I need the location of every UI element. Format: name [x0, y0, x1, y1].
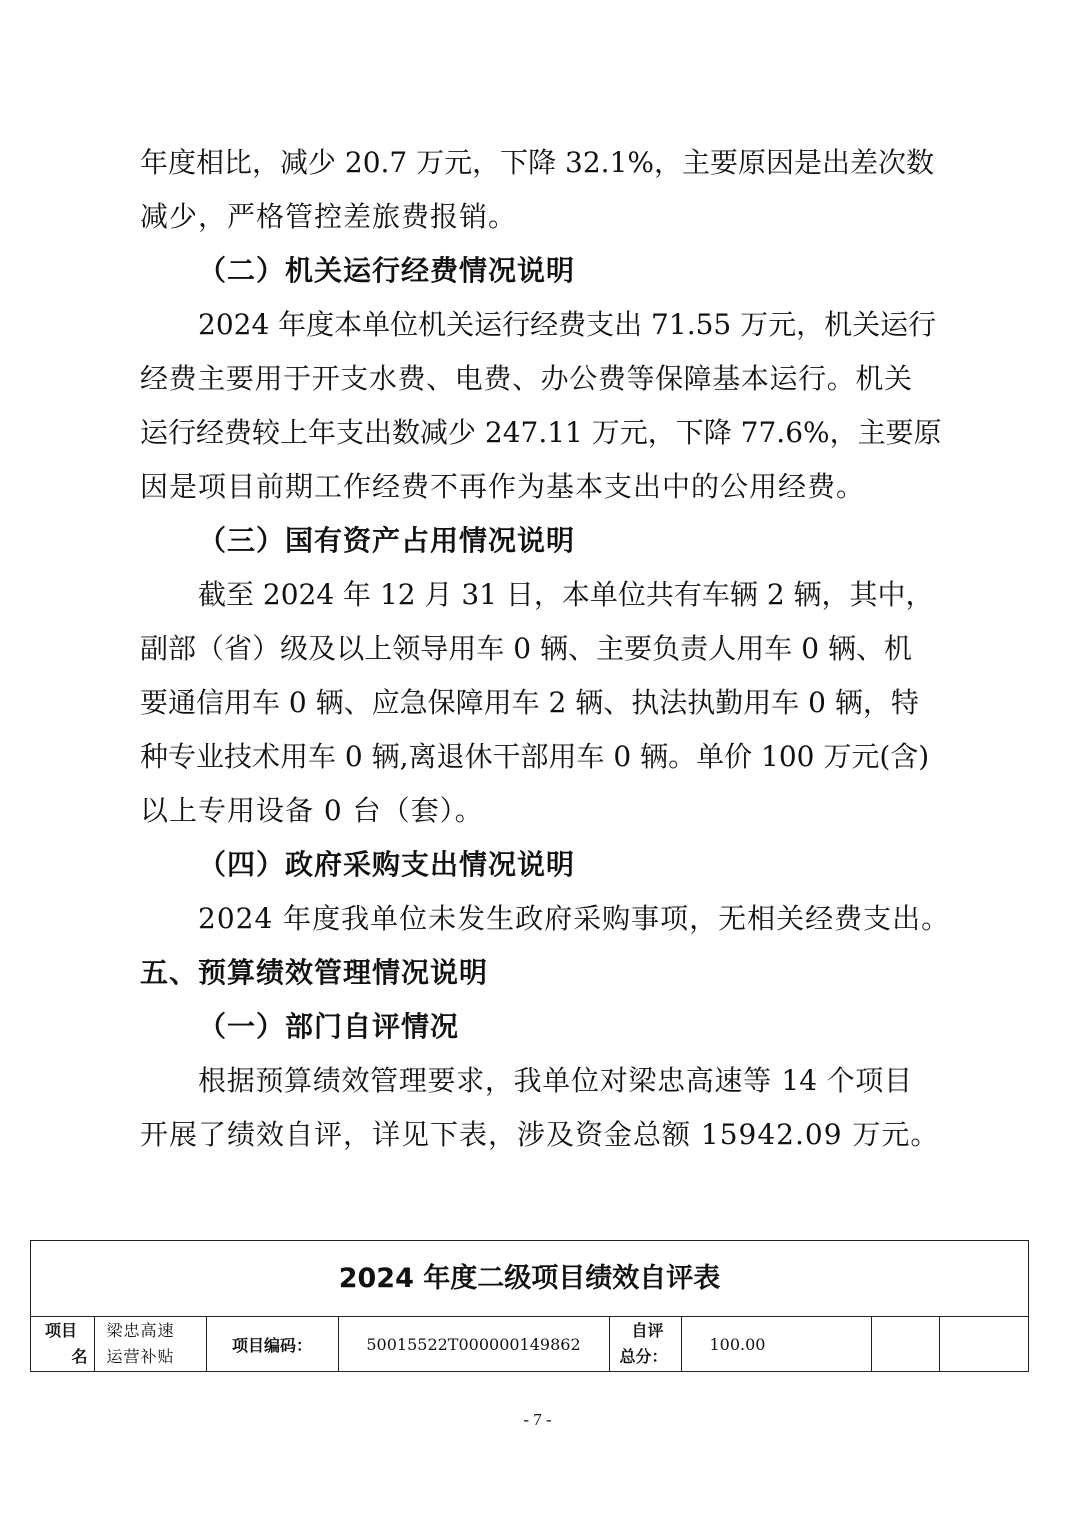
section-heading: （一）部门自评情况: [198, 1010, 460, 1043]
label-part: 项目: [45, 1321, 78, 1340]
paragraph-line: 种专业技术用车 0 辆,离退休干部用车 0 辆。单价 100 万元(含): [140, 740, 930, 773]
project-name-label: [31, 1317, 94, 1371]
label-part: 自评: [631, 1321, 664, 1340]
label-part: 名: [71, 1347, 88, 1366]
project-code-label: 项目编码：: [206, 1317, 338, 1371]
table-row: [31, 1317, 1030, 1371]
paragraph-line: 运行经费较上年支出数减少 247.11 万元，下降 77.6%，主要原: [140, 416, 942, 449]
table-title: 2024 年度二级项目绩效自评表: [31, 1241, 1028, 1317]
paragraph-line: 年度相比，减少 20.7 万元，下降 32.1%，主要原因是出差次数: [140, 146, 934, 179]
section-heading: （四）政府采购支出情况说明: [198, 848, 576, 881]
project-name-value: [94, 1317, 206, 1371]
paragraph-line: 副部（省）级及以上领导用车 0 辆、主要负责人用车 0 辆、机: [140, 632, 912, 665]
page-number: - 7 -: [523, 1410, 552, 1429]
paragraph-line: 减少，严格管控差旅费报销。: [140, 200, 518, 233]
part-heading: 五、预算绩效管理情况说明: [140, 956, 489, 989]
value-part: 运营补贴: [106, 1347, 175, 1366]
performance-table: [30, 1240, 1029, 1372]
paragraph-line: 开展了绩效自评，详见下表，涉及资金总额 15942.09 万元。: [140, 1118, 940, 1151]
paragraph-line: 要通信用车 0 辆、应急保障用车 2 辆、执法执勤用车 0 辆，特: [140, 686, 919, 719]
section-heading: （二）机关运行经费情况说明: [198, 254, 576, 287]
score-label: [609, 1317, 681, 1371]
paragraph-line: 经费主要用于开支水费、电费、办公费等保障基本运行。机关: [140, 362, 912, 395]
empty-cell: [939, 1317, 1030, 1371]
paragraph-line: 2024 年度本单位机关运行经费支出 71.55 万元，机关运行: [198, 308, 937, 341]
project-code-value: 50015522T000000149862: [338, 1317, 609, 1371]
paragraph-line: 截至 2024 年 12 月 31 日，本单位共有车辆 2 辆，其中，: [198, 578, 934, 611]
paragraph-line: 以上专用设备 0 台（套）。: [140, 794, 484, 827]
section-heading: （三）国有资产占用情况说明: [198, 524, 576, 557]
label-part: 总分：: [619, 1347, 668, 1366]
paragraph-line: 因是项目前期工作经费不再作为基本支出中的公用经费。: [140, 470, 866, 503]
score-value: 100.00: [681, 1317, 871, 1371]
value-part: 梁忠高速: [106, 1321, 175, 1340]
paragraph-line: 根据预算绩效管理要求，我单位对梁忠高速等 14 个项目: [198, 1064, 912, 1097]
table-grid: [31, 1317, 1030, 1371]
empty-cell: [871, 1317, 939, 1371]
paragraph-line: 2024 年度我单位未发生政府采购事项，无相关经费支出。: [198, 902, 951, 935]
